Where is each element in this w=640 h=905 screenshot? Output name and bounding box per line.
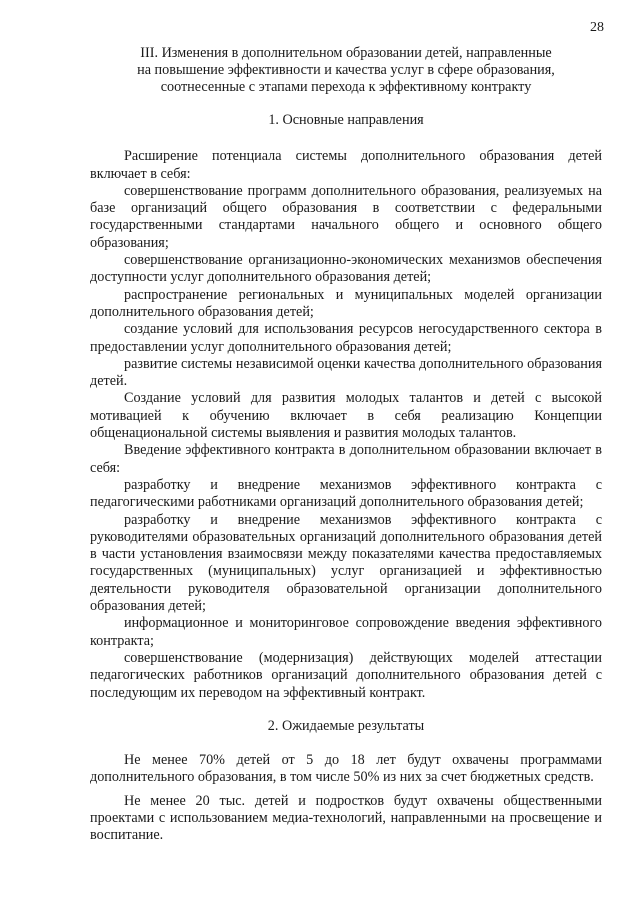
subsection-title-main-directions: 1. Основные направления: [268, 112, 424, 128]
page-number: 28: [590, 20, 604, 35]
section-heading-line: III. Изменения в дополнительном образовании детей, направленные: [140, 45, 552, 61]
list-item: совершенствование организационно-экономических механизмов обеспечения доступности услуг дополнительного образования детей;: [90, 252, 602, 286]
section-heading: [90, 45, 602, 96]
list-item: совершенствование программ дополнительного образования, реализуемых на базе организаций общего образования в соответствии с федеральными государственными стандартами начального общего и основного общего образования;: [90, 182, 602, 251]
paragraph: Создание условий для развития молодых талантов и детей с высокой мотивацией к обучению включает в себя реализацию Концепции общенациональной системы выявления и развития молодых талантов.: [90, 390, 602, 442]
paragraph: Не менее 70% детей от 5 до 18 лет будут охвачены программами дополнительного образования, в том числе 50% из них за счет бюджетных средств.: [90, 752, 602, 786]
paragraph: Введение эффективного контракта в дополнительном образовании включает в себя:: [90, 442, 602, 476]
list-item: информационное и мониторинговое сопровождение введения эффективного контракта;: [90, 615, 602, 649]
subsection-title-expected-results: 2. Ожидаемые результаты: [267, 717, 425, 734]
list-item: распространение региональных и муниципальных моделей организации дополнительного образования детей;: [90, 286, 602, 320]
paragraph: Не менее 20 тыс. детей и подростков будут охвачены общественными проектами с использованием медиа-технологий, направленными на просвещение и воспитание.: [90, 792, 602, 844]
list-item: создание условий для использования ресурсов негосударственного сектора в предоставлении услуг дополнительного образования детей;: [90, 321, 602, 355]
section-heading-line: соотнесенные с этапами перехода к эффективному контракту: [160, 79, 532, 95]
paragraph: Расширение потенциала системы дополнительного образования детей включает в себя:: [90, 148, 602, 182]
list-item: развитие системы независимой оценки качества дополнительного образования детей.: [90, 355, 602, 390]
list-item: совершенствование (модернизация) действующих моделей аттестации педагогических работников организаций дополнительного образования детей с последующим их переводом на эффективный контракт.: [90, 649, 602, 701]
list-item: разработку и внедрение механизмов эффективного контракта с педагогическими работниками организаций дополнительного образования детей;: [90, 476, 602, 511]
page-content: [90, 45, 602, 845]
list-item: разработку и внедрение механизмов эффективного контракта с руководителями образовательных организаций дополнительного образования детей в части установления взаимосвязи между показателями качества предоставляемых государственных (муниципальных) услуг организацией и эффективностью деятельности руководителя образовательной организации дополнительного образования детей;: [90, 511, 602, 615]
section-heading-line: на повышение эффективности и качества услуг в сфере образования,: [137, 62, 555, 78]
